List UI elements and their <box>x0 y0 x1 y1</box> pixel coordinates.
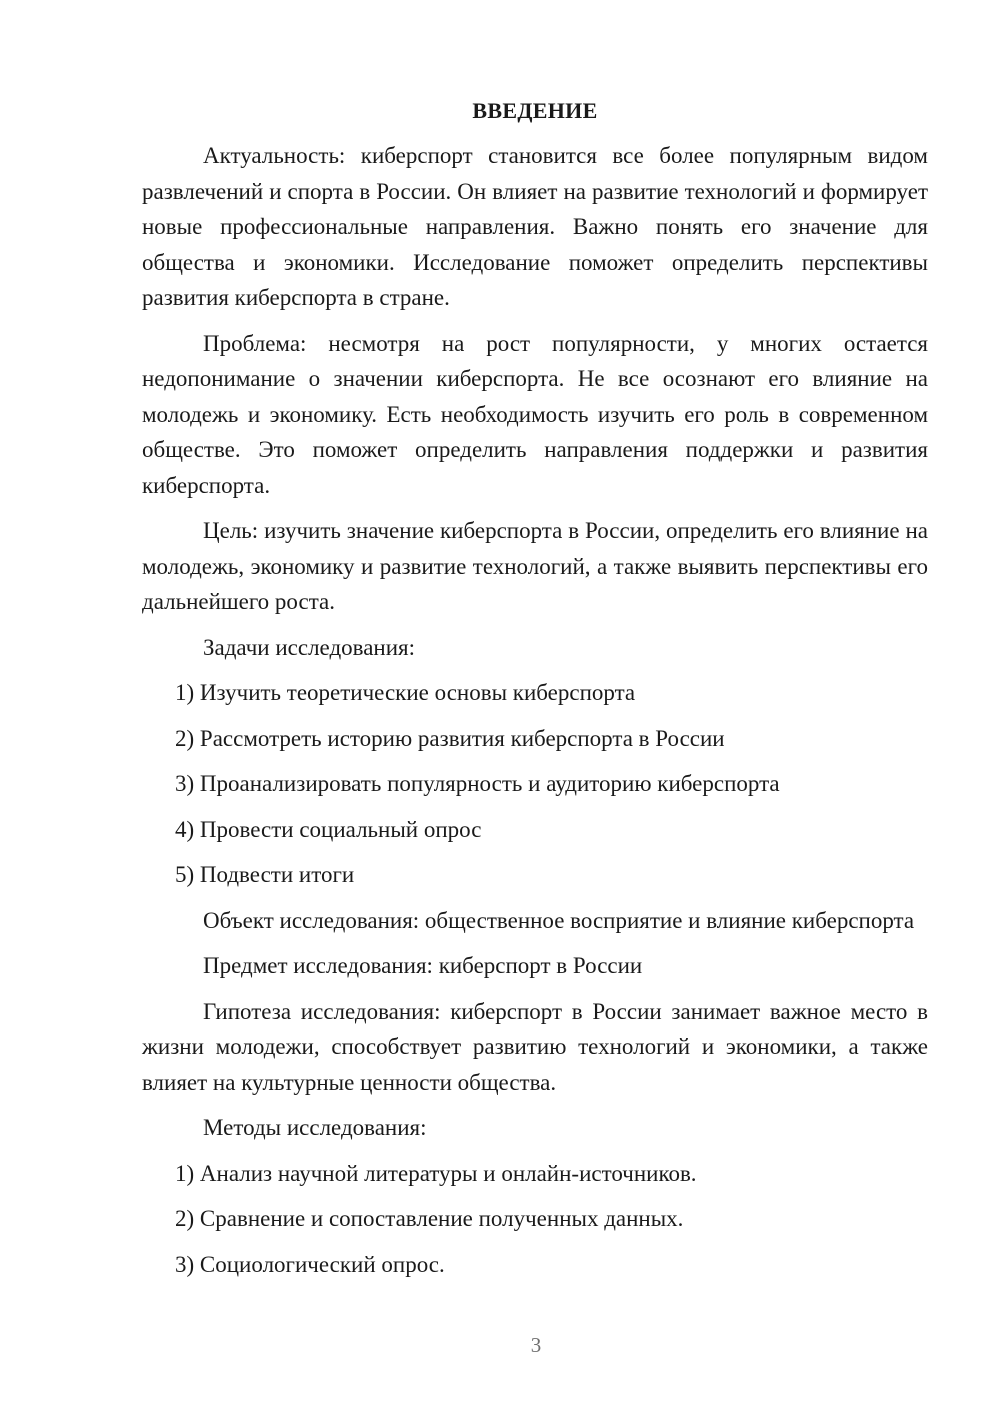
page-title: ВВЕДЕНИЕ <box>472 98 598 123</box>
list-item: 2) Сравнение и сопоставление полученных данных. <box>175 1206 684 1231</box>
methods-heading: Методы исследования: <box>203 1115 427 1140</box>
subject-paragraph: Предмет исследования: киберспорт в России <box>203 953 643 978</box>
relevance-paragraph: Актуальность: киберспорт становится все более популярным видом развлечений и спорта в России. Он влияет на развитие технологий и формирует новые профессиональные направления. Важно понять его значение для общества и экономики. Исследование поможет определить перспективы развития киберспорта в стране. <box>142 143 928 310</box>
document-body <box>142 96 928 1292</box>
page-number: 3 <box>530 1333 542 1357</box>
list-item: 5) Подвести итоги <box>175 862 355 887</box>
list-item: 3) Социологический опрос. <box>175 1251 445 1277</box>
hypothesis-paragraph: Гипотеза исследования: киберспорт в России занимает важное место в жизни молодежи, способствует развитию технологий и экономики, а также влияет на культурные ценности общества. <box>142 998 928 1095</box>
list-item: 1) Изучить теоретические основы киберспорта <box>175 680 636 705</box>
goal-paragraph: Цель: изучить значение киберспорта в России, определить его влияние на молодежь, экономику и развитие технологий, а также выявить перспективы его дальнейшего роста. <box>142 518 928 614</box>
tasks-list <box>142 675 928 893</box>
list-item: 3) Проанализировать популярность и аудиторию киберспорта <box>175 771 780 796</box>
list-item: 1) Анализ научной литературы и онлайн-источников. <box>175 1160 697 1186</box>
object-paragraph: Объект исследования: общественное восприятие и влияние киберспорта <box>203 907 915 933</box>
methods-list <box>142 1156 928 1283</box>
problem-paragraph: Проблема: несмотря на рост популярности, у многих остается недопонимание о значении киберспорта. Не все осознают его влияние на молодежь и экономику. Есть необходимость изучить его роль в современном обществе. Это поможет определить направления поддержки и развития киберспорта. <box>142 330 928 498</box>
list-item: 2) Рассмотреть историю развития киберспорта в России <box>175 725 725 751</box>
list-item: 4) Провести социальный опрос <box>175 816 482 842</box>
tasks-heading: Задачи исследования: <box>203 634 416 660</box>
